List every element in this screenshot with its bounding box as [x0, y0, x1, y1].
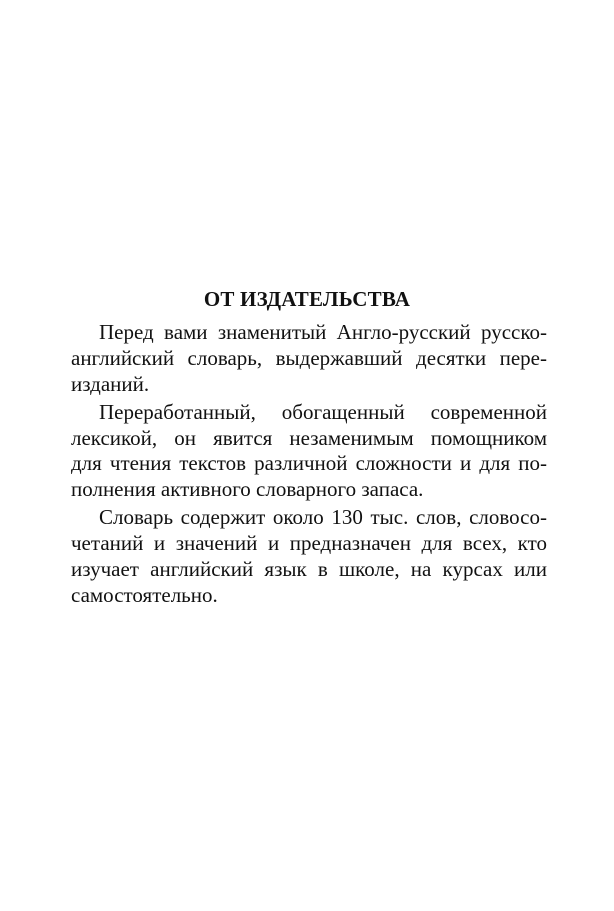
text-line: английский словарь, выдержавший десятки пере-	[71, 345, 547, 370]
text-line: Переработанный, обогащенный современной	[99, 399, 547, 424]
paragraph	[71, 400, 547, 504]
text-line: Словарь содержит около 130 тыс. слов, словосо-	[99, 505, 547, 530]
text-line: изданий.	[71, 371, 150, 396]
section-heading: ОТ ИЗДАТЕЛЬСТВА	[203, 287, 411, 311]
paragraph	[71, 320, 547, 398]
text-line: Перед вами знаменитый Англо-русский русско-	[99, 320, 547, 344]
text-line: лексикой, он явится незаменимым помощником	[71, 425, 547, 450]
paragraph	[71, 505, 547, 609]
text-line: четаний и значений и предназначен для всех, кто	[71, 531, 547, 556]
text-line: полнения активного словарного запаса.	[71, 477, 424, 502]
text-line: изучает английский язык в школе, на курсах или	[71, 557, 547, 582]
body-text	[71, 320, 547, 609]
text-line: самостоятельно.	[71, 582, 218, 607]
text-line: для чтения текстов различной сложности и для по-	[71, 451, 547, 476]
